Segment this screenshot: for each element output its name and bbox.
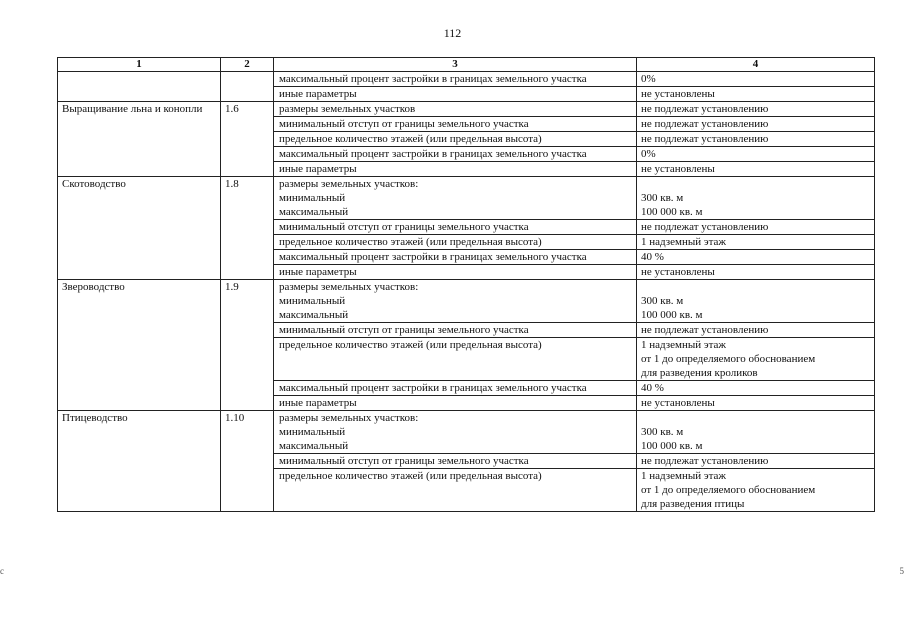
value-cell <box>637 338 875 381</box>
land-size-min-label: минимальный <box>279 295 346 307</box>
parameter-cell: предельное количество этажей (или предельная высота) <box>274 469 637 512</box>
use-type-cell <box>58 72 221 102</box>
value-line: для разведения птицы <box>641 498 745 510</box>
parameter-cell: предельное количество этажей (или предельная высота) <box>274 235 637 250</box>
value-cell: не установлены <box>637 396 875 411</box>
land-size-title: размеры земельных участков: <box>279 281 419 293</box>
land-size-min-label: минимальный <box>279 426 346 438</box>
parameter-cell: предельное количество этажей (или предельная высота) <box>274 338 637 381</box>
land-size-title: размеры земельных участков: <box>279 178 419 190</box>
use-type-name: Выращивание льна и конопли <box>58 102 221 177</box>
land-size-max-value: 100 000 кв. м <box>641 206 703 218</box>
use-type-code: 1.9 <box>221 280 274 411</box>
value-cell: не установлены <box>637 265 875 280</box>
land-size-value-cell <box>637 177 875 220</box>
value-cell: 40 % <box>637 250 875 265</box>
parameter-cell: иные параметры <box>274 87 637 102</box>
value-line: для разведения кроликов <box>641 367 758 379</box>
land-size-max-value: 100 000 кв. м <box>641 309 703 321</box>
value-cell: не подлежат установлению <box>637 132 875 147</box>
value-cell: 40 % <box>637 381 875 396</box>
left-edge-mark: с <box>0 566 4 576</box>
use-type-code: 1.8 <box>221 177 274 280</box>
parameter-cell: размеры земельных участков <box>274 102 637 117</box>
table-row <box>58 177 875 220</box>
use-type-code: 1.10 <box>221 411 274 512</box>
value-cell: 0% <box>637 147 875 162</box>
use-code-cell <box>221 72 274 102</box>
table-row <box>58 72 875 87</box>
column-header-3: 3 <box>274 58 637 72</box>
value-line: 1 надземный этаж <box>641 339 726 351</box>
parameter-cell: минимальный отступ от границы земельного участка <box>274 454 637 469</box>
parameter-cell: максимальный процент застройки в границах земельного участка <box>274 381 637 396</box>
table-header-row <box>58 58 875 72</box>
land-size-value-cell <box>637 280 875 323</box>
table-row <box>58 280 875 323</box>
parameter-cell: минимальный отступ от границы земельного участка <box>274 220 637 235</box>
parameter-cell: максимальный процент застройки в границах земельного участка <box>274 147 637 162</box>
land-size-min-value: 300 кв. м <box>641 426 684 438</box>
table-row <box>58 411 875 454</box>
land-size-min-value: 300 кв. м <box>641 295 684 307</box>
value-cell: не подлежат установлению <box>637 102 875 117</box>
column-header-4: 4 <box>637 58 875 72</box>
parameter-cell: предельное количество этажей (или предельная высота) <box>274 132 637 147</box>
land-size-min-label: минимальный <box>279 192 346 204</box>
land-size-max-value: 100 000 кв. м <box>641 440 703 452</box>
land-size-parameter-cell <box>274 280 637 323</box>
parameter-cell: иные параметры <box>274 396 637 411</box>
parameter-cell: максимальный процент застройки в границах земельного участка <box>274 250 637 265</box>
land-size-parameter-cell <box>274 411 637 454</box>
land-size-max-label: максимальный <box>279 440 349 452</box>
parameter-cell: минимальный отступ от границы земельного участка <box>274 117 637 132</box>
parameter-cell: минимальный отступ от границы земельного участка <box>274 323 637 338</box>
column-header-1: 1 <box>58 58 221 72</box>
use-type-code: 1.6 <box>221 102 274 177</box>
right-edge-mark: 5 <box>899 566 904 576</box>
use-type-name: Звероводство <box>58 280 221 411</box>
value-cell: не подлежат установлению <box>637 220 875 235</box>
land-size-title: размеры земельных участков: <box>279 412 419 424</box>
land-size-max-label: максимальный <box>279 206 349 218</box>
value-line: 1 надземный этаж <box>641 470 726 482</box>
parameter-cell: иные параметры <box>274 162 637 177</box>
land-size-parameter-cell <box>274 177 637 220</box>
value-line: от 1 до определяемого обоснованием <box>641 484 816 496</box>
page-number: 112 <box>443 26 462 40</box>
land-size-max-label: максимальный <box>279 309 349 321</box>
value-cell: не подлежат установлению <box>637 117 875 132</box>
value-cell: 1 надземный этаж <box>637 235 875 250</box>
column-header-2: 2 <box>221 58 274 72</box>
value-cell <box>637 469 875 512</box>
value-cell: не подлежат установлению <box>637 454 875 469</box>
land-use-parameters-table <box>57 57 875 512</box>
value-line: от 1 до определяемого обоснованием <box>641 353 816 365</box>
use-type-name: Скотоводство <box>58 177 221 280</box>
parameter-cell: иные параметры <box>274 265 637 280</box>
value-cell: не подлежат установлению <box>637 323 875 338</box>
value-cell: 0% <box>637 72 875 87</box>
parameter-cell: максимальный процент застройки в границах земельного участка <box>274 72 637 87</box>
land-size-min-value: 300 кв. м <box>641 192 684 204</box>
value-cell: не установлены <box>637 87 875 102</box>
table-row <box>58 102 875 117</box>
value-cell: не установлены <box>637 162 875 177</box>
use-type-name: Птицеводство <box>58 411 221 512</box>
land-size-value-cell <box>637 411 875 454</box>
